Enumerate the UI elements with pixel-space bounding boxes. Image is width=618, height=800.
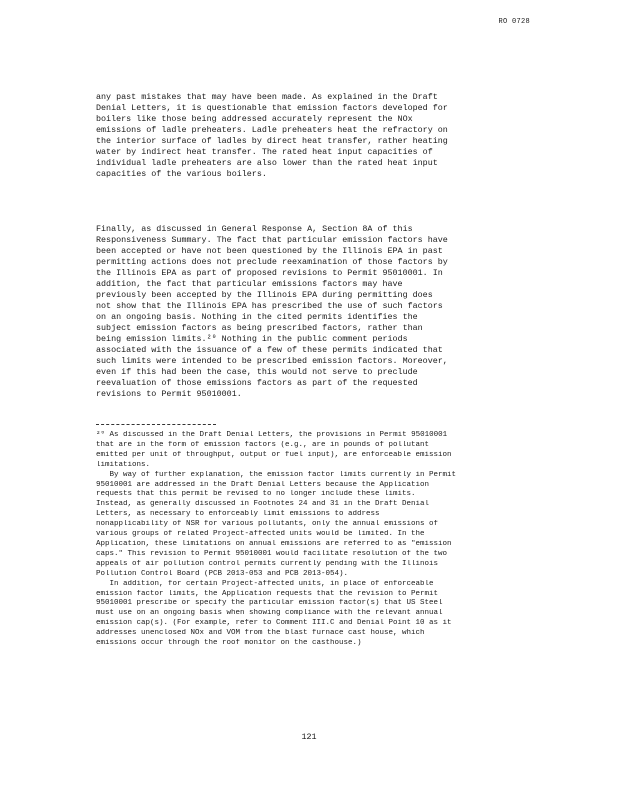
footnote-line: By way of further explanation, the emission factor limits currently in Permit [96,470,457,479]
text-line: water by indirect heat transfer. The rated heat input capacities of [96,147,433,157]
text-line: associated with the issuance of a few of these permits indicated that [96,345,443,355]
document-id: RO 0728 [498,18,530,26]
footnote-line: addresses unenclosed NOx and VOM from the blast furnace cast house, which [96,629,425,638]
text-line: boilers like those being addressed accurately represent the NOx [96,114,413,124]
footnote-line: appeals of air pollution control permits currently pending with the Illinois [96,559,439,568]
text-line: been accepted or have not been questioned by the Illinois EPA in past [96,246,443,256]
footnote-line: emission cap(s). (For example, refer to Comment III.C and Denial Point 10 as it [96,619,452,628]
footnote-line: emissions occur through the roof monitor on the casthouse.) [96,639,362,648]
footnote-line: 95010001 prescribe or specify the particular emission factor(s) that US Steel [96,599,443,608]
text-line: permitting actions does not preclude reexamination of those factors by [96,257,448,267]
text-line: being emission limits.²⁰ Nothing in the public comment periods [96,334,408,344]
footnote-line: ²⁰ As discussed in the Draft Denial Letters, the provisions in Permit 95010001 [96,431,448,439]
text-line: not show that the Illinois EPA has prescribed the use of such factors [96,301,443,311]
text-line: individual ladle preheaters are also lower than the rated heat input [96,158,438,168]
text-line: Responsiveness Summary. The fact that particular emission factors have [96,235,448,245]
text-line: Denial Letters, it is questionable that emission factors developed for [96,103,448,113]
footnote-line: 95010001 are addressed in the Draft Denial Letters because the Application [96,480,430,489]
text-line: capacities of the various boilers. [96,169,267,179]
footnotes [96,431,526,649]
footnote-line: Instead, as generally discussed in Footnotes 24 and 31 in the Draft Denial [96,500,430,509]
text-line: revisions to Permit 95010001. [96,389,242,399]
text-line: even if this had been the case, this would not serve to preclude [96,367,418,377]
footnote-line: must use on an ongoing basis when showing compliance with the relevant annual [96,609,443,618]
text-line: Finally, as discussed in General Response A, Section 8A of this [96,224,413,234]
text-line: on an ongoing basis. Nothing in the cited permits identifies the [96,312,418,322]
footnote-line: limitations. [96,460,151,469]
footnote-divider [96,424,216,425]
footnote-line: that are in the form of emission factors (e.g., are in pounds of pollutant [96,440,430,449]
footnote-line: various groups of related Project-affected units would be limited. In the [96,530,425,539]
text-line: any past mistakes that may have been made. As explained in the Draft [96,92,438,102]
footnote-line: emission factor limits, the Application requests that the revision to Permit [96,589,439,598]
text-line: the interior surface of ladles by direct heat transfer, rather heating [96,136,448,146]
text-line: reevaluation of those emissions factors as part of the requested [96,378,418,388]
footnote-line: emitted per unit of throughput, output or fuel input), are enforceable emission [96,450,452,459]
text-line: emissions of ladle preheaters. Ladle preheaters heat the refractory on [96,125,448,135]
footnote-line: Letters, as necessary to enforceably limit emissions to address [96,510,380,519]
text-line: the Illinois EPA as part of proposed revisions to Permit 95010001. In [96,268,443,278]
footnote-line: In addition, for certain Project-affected units, in place of enforceable [96,579,434,588]
body-paragraph-1 [96,92,526,180]
footnote-line: requests that this permit be revised to no longer include these limits. [96,490,416,499]
footnote-line: Application, these limitations on annual emissions are referred to as "emission [96,539,452,548]
text-line: subject emission factors as being prescribed factors, rather than [96,323,423,333]
footnote-line: caps." This revision to Permit 95010001 would facilitate resolution of the two [96,549,448,558]
text-line: addition, the fact that particular emissions factors may have [96,279,403,289]
body-paragraph-2 [96,224,526,400]
page-number: 121 [301,732,317,742]
text-line: such limits were intended to be prescribed emission factors. Moreover, [96,356,448,366]
footnote-line: Pollution Control Board (PCB 2013-053 and PCB 2013-054). [96,569,349,578]
text-line: previously been accepted by the Illinois EPA during permitting does [96,290,433,300]
footnote-line: nonapplicability of NSR for various pollutants, only the annual emissions of [96,520,439,529]
